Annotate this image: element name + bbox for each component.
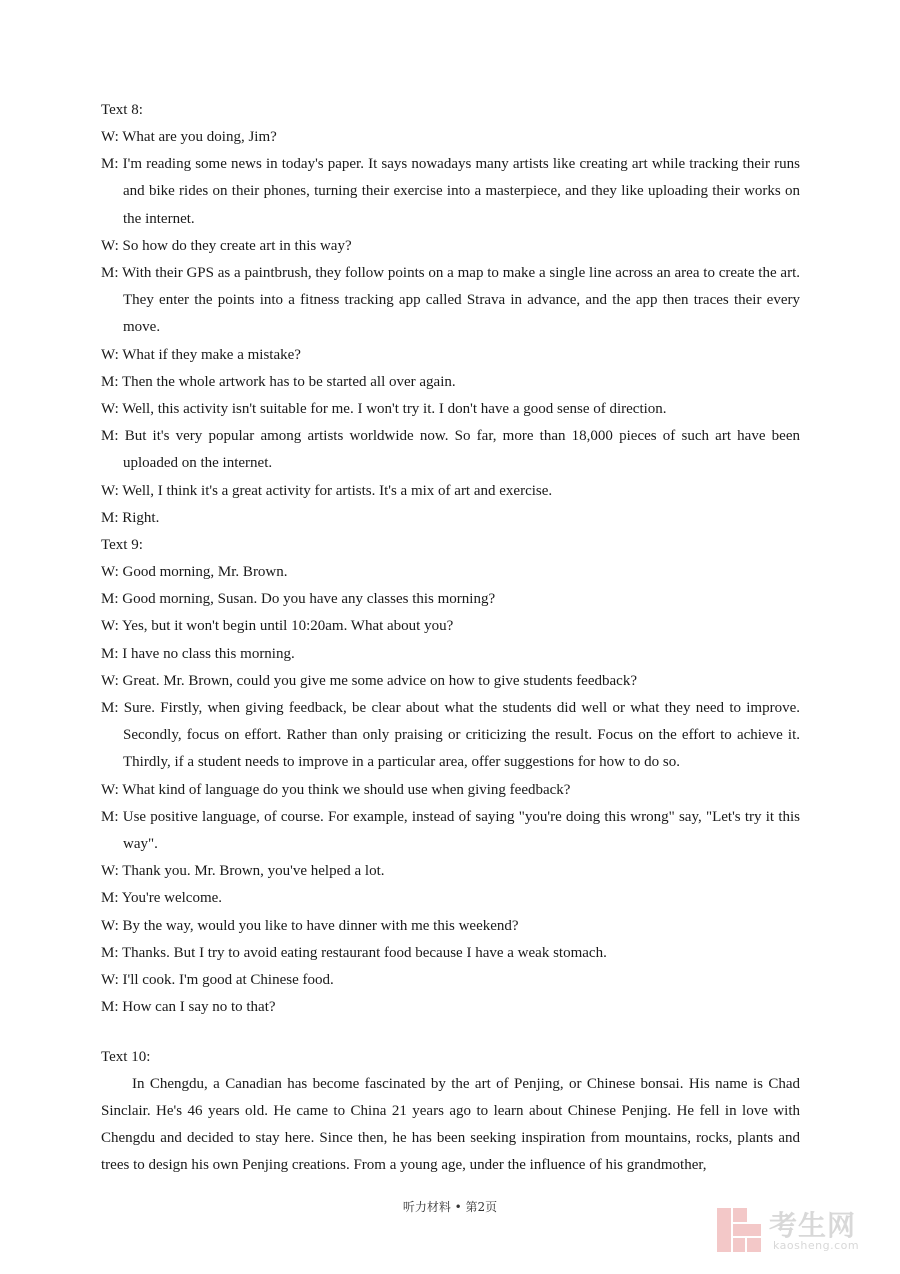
watermark-logo-icon — [715, 1206, 763, 1254]
dialogue-line: W: Well, I think it's a great activity for artists. It's a mix of art and exercise. — [101, 482, 553, 499]
dialogue-line: M: You're welcome. — [101, 890, 223, 907]
dialogue-line: M: With their GPS as a paintbrush, they follow points on a map to make a single line across an area to create the art. They enter the points into a fitness tracking app called Strava in advance, and the app then traces their every move. — [101, 265, 800, 336]
text8-dialogue — [101, 124, 800, 532]
dialogue-line: W: Good morning, Mr. Brown. — [101, 564, 288, 581]
dialogue-line: M: Right. — [101, 509, 160, 526]
dialogue-line: W: What if they make a mistake? — [101, 346, 301, 363]
dialogue-line: M: Then the whole artwork has to be started all over again. — [101, 373, 456, 390]
dialogue-line: W: What are you doing, Jim? — [101, 129, 277, 145]
dialogue-line: M: Good morning, Susan. Do you have any classes this morning? — [101, 591, 496, 608]
dialogue-line: W: So how do they create art in this way? — [101, 237, 352, 254]
page-footer: 听力材料 • 第2页 — [402, 1200, 498, 1214]
dialogue-line: W: Well, this activity isn't suitable for me. I won't try it. I don't have a good sense of direction. — [101, 401, 667, 418]
dialogue-line: W: Great. Mr. Brown, could you give me some advice on how to give students feedback? — [101, 672, 637, 689]
dialogue-line: W: Yes, but it won't begin until 10:20am. What about you? — [101, 618, 454, 635]
text10-passage: In Chengdu, a Canadian has become fascinated by the art of Penjing, or Chinese bonsai. His name is Chad Sinclair. He's 46 years old. He came to China 21 years ago to learn about Chinese Penjing. He fell in love with Chengdu and decided to stay here. Since then, he has been seeking inspiration from mountains, rocks, plants and trees to design his own Penjing creations. From a young age, under the influence of his grandmother, — [101, 1075, 800, 1174]
text8-title: Text 8: — [101, 102, 143, 118]
text10-title: Text 10: — [101, 1048, 151, 1065]
dialogue-line: M: I have no class this morning. — [101, 645, 295, 662]
dialogue-line: W: By the way, would you like to have dinner with me this weekend? — [101, 917, 519, 934]
dialogue-line: W: I'll cook. I'm good at Chinese food. — [101, 972, 334, 989]
site-watermark — [715, 1206, 885, 1256]
dialogue-line: W: What kind of language do you think we should use when giving feedback? — [101, 781, 571, 798]
watermark-site: kaosheng.com — [773, 1239, 860, 1252]
dialogue-line: M: Thanks. But I try to avoid eating restaurant food because I have a weak stomach. — [101, 944, 607, 961]
watermark-brand: 考生网 — [769, 1209, 857, 1242]
dialogue-line: W: Thank you. Mr. Brown, you've helped a lot. — [101, 863, 385, 880]
dialogue-line: M: Use positive language, of course. For example, instead of saying "you're doing this wrong" say, "Let's try it this way". — [101, 808, 800, 853]
listening-transcript — [101, 97, 800, 1179]
dialogue-line: M: I'm reading some news in today's paper. It says nowadays many artists like creating art while tracking their runs and bike rides on their phones, turning their exercise into a masterpiece, and they like uploading their works on the internet. — [101, 156, 800, 227]
dialogue-line: M: How can I say no to that? — [101, 999, 276, 1016]
dialogue-line: M: Sure. Firstly, when giving feedback, be clear about what the students did well or what they need to improve. Secondly, focus on effort. Rather than only praising or criticizing the result. Focus on the effort to achieve it. Thirdly, if a student needs to improve in a particular area, offer suggestions for how to do so. — [101, 700, 800, 771]
text9-dialogue — [101, 559, 800, 1021]
section-spacer — [101, 1022, 800, 1044]
text9-title: Text 9: — [101, 537, 143, 554]
dialogue-line: M: But it's very popular among artists worldwide now. So far, more than 18,000 pieces of such art have been uploaded on the internet. — [101, 428, 800, 472]
